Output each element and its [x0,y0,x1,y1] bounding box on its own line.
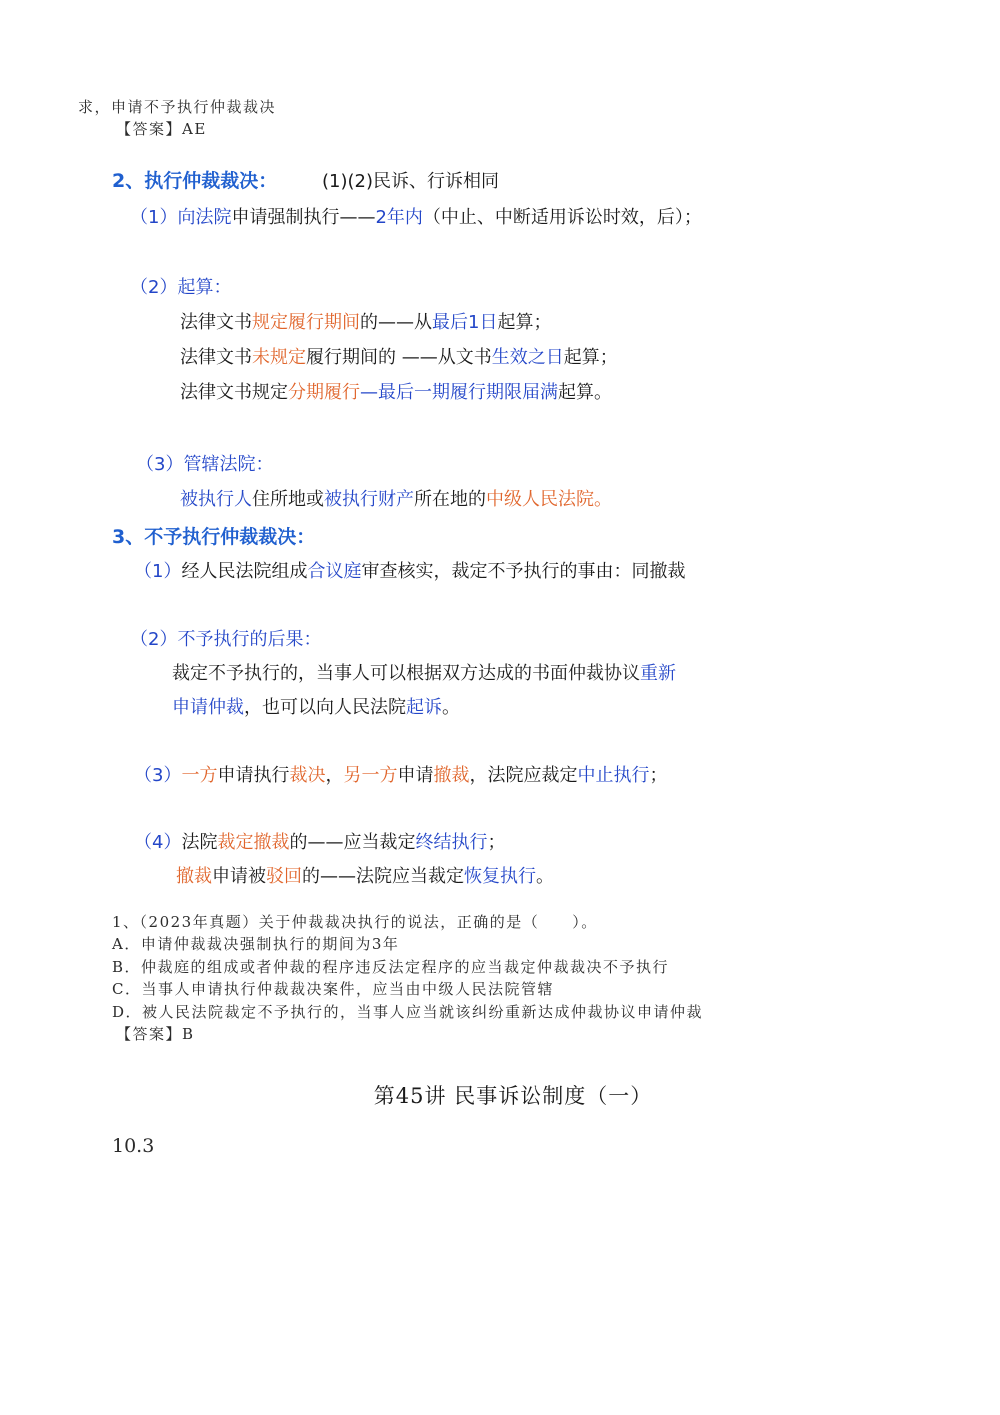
s3-item2-label: （2）不予执行的后果： [130,629,322,650]
s3-item2-row1: 裁定不予执行的，当事人可以根据双方达成的书面仲裁协议重新 [172,663,676,684]
s2-item2-label: （2）起算： [130,277,232,298]
s3-item1: （1）经人民法院组成合议庭审查核实，裁定不予执行的事由：同撤裁 [134,561,686,582]
s2-item2-row2: 法律文书未规定履行期间的 ——从文书生效之日起算； [180,347,618,368]
answer-ae: 【答案】AE [116,120,207,138]
question-answer: 【答案】B [116,1025,195,1043]
page-number: 10.3 [112,1135,155,1157]
section-2-note: (1)(2)民诉、行诉相同 [322,171,499,192]
s2-item3-label: （3）管辖法院： [136,454,274,475]
s3-item4-row1: （4）法院裁定撤裁的——应当裁定终结执行； [134,832,506,853]
s3-item2-row2: 申请仲裁，也可以向人民法院起诉。 [172,697,460,718]
question-option-d: D．被人民法院裁定不予执行的，当事人应当就该纠纷重新达成仲裁协议申请仲裁 [112,1003,704,1021]
section-3-title: 3、不予执行仲裁裁决： [112,526,316,548]
s2-item1: （1）向法院申请强制执行——2年内（中止、中断适用诉讼时效，后）； [130,207,702,228]
section-2-title: 2、执行仲裁裁决： [112,170,278,192]
question-option-a: A．申请仲裁裁决强制执行的期间为3年 [112,935,400,953]
question-option-c: C．当事人申请执行仲裁裁决案件，应当由中级人民法院管辖 [112,980,554,998]
question-option-b: B．仲裁庭的组成或者仲裁的程序违反法定程序的应当裁定仲裁裁决不予执行 [112,958,670,976]
s2-item2-row3: 法律文书规定分期履行—最后一期履行期限届满起算。 [180,382,612,403]
s2-item2-row1: 法律文书规定履行期间的——从最后1日起算； [180,312,552,333]
question-stem: 1、（2023年真题）关于仲裁裁决执行的说法，正确的是（ ）。 [112,913,598,931]
continued-text-line: 求，申请不予执行仲裁裁决 [78,98,277,116]
s2-item3-row: 被执行人住所地或被执行财产所在地的中级人民法院。 [180,489,612,510]
s3-item3: （3）一方申请执行裁决，另一方申请撤裁，法院应裁定中止执行； [134,765,668,786]
s3-item4-row2: 撤裁申请被驳回的——法院应当裁定恢复执行。 [176,866,554,887]
lecture-title: 第45讲 民事诉讼制度（一） [373,1084,653,1108]
